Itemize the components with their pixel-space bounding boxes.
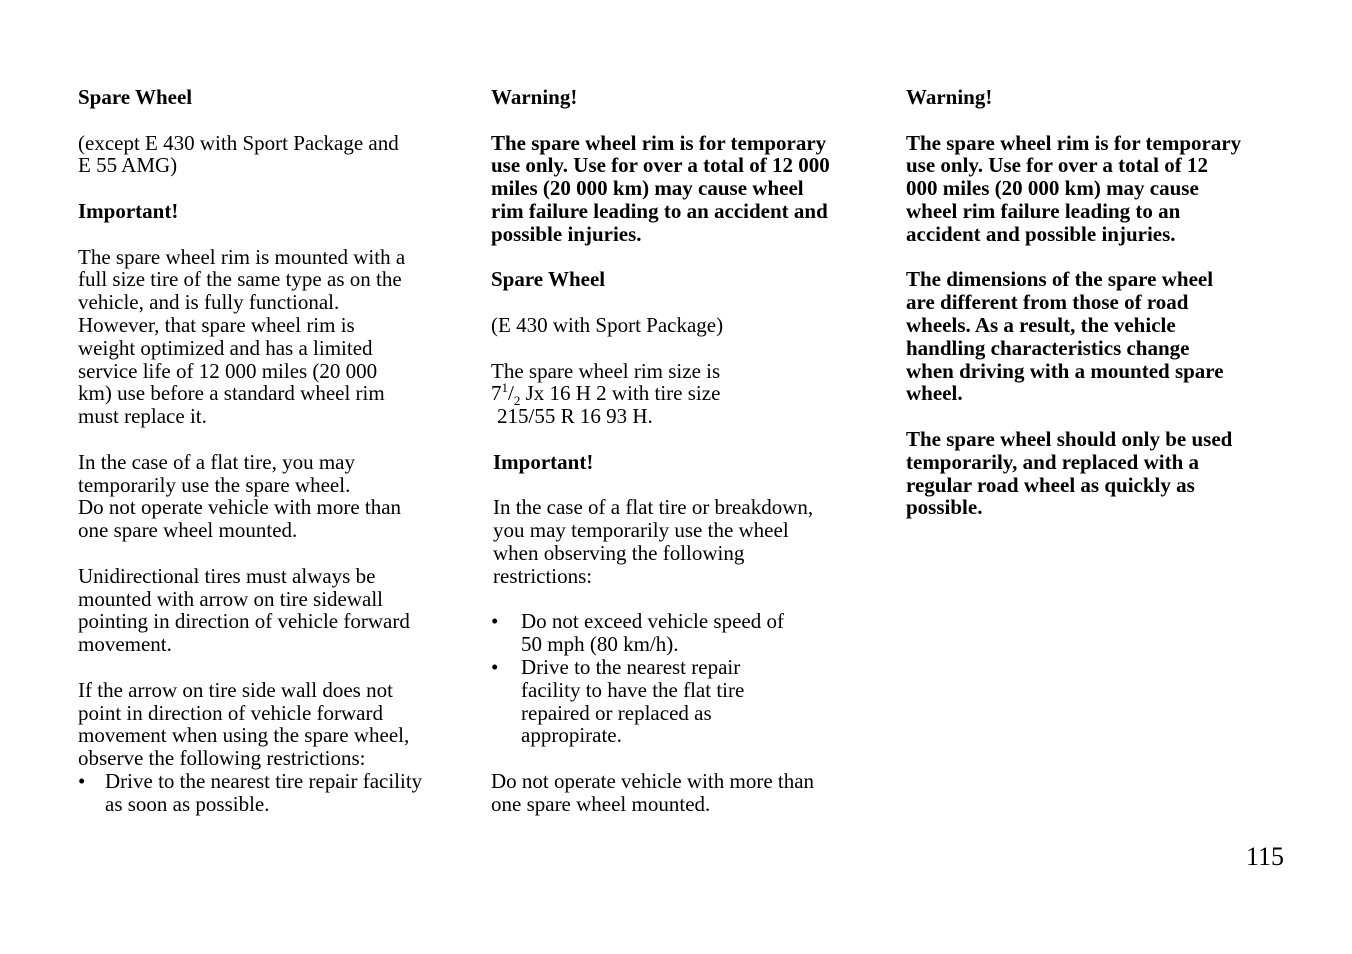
paragraph-breakdown: In the case of a flat tire or breakdown, you may temporarily use the wheel when observing the following restrictions: bbox=[493, 495, 814, 588]
warning-text: The spare wheel rim is for temporary use only. Use for over a total of 12 000 miles (20 000 km) may cause wheel rim failure leading to an accident and possible injuries. bbox=[906, 130, 1242, 246]
column-2 bbox=[491, 86, 871, 838]
restriction-list bbox=[78, 770, 458, 816]
warning-temporary: The spare wheel should only be used temporarily, and replaced with a regular road wheel as quickly as possible. bbox=[906, 426, 1233, 520]
page-number: 115 bbox=[1246, 842, 1285, 871]
restriction-list bbox=[491, 610, 871, 747]
paragraph-arrow-restrictions: If the arrow on tire side wall does not point in direction of vehicle forward movement when using the spare wheel, observe the following restrictions: bbox=[78, 677, 410, 771]
warning-dimensions: The dimensions of the spare wheel are different from those of road wheels. As a result, the vehicle handling characteristics change when driving with a mounted spare wheel. bbox=[906, 267, 1224, 406]
list-item: • Drive to the nearest tire repair facility as soon as possible. bbox=[78, 768, 423, 816]
section-heading-spare-wheel: Spare Wheel bbox=[78, 85, 193, 109]
applicability-note: (except E 430 with Sport Package and E 55 AMG) bbox=[78, 130, 399, 178]
warning-text: The spare wheel rim is for temporary use only. Use for over a total of 12 000 miles (20 000 km) may cause wheel rim failure leading to an accident and possible injuries. bbox=[491, 130, 830, 246]
warning-label: Warning! bbox=[906, 85, 993, 109]
bullet: • bbox=[491, 654, 499, 679]
column-3 bbox=[906, 86, 1286, 542]
section-heading-spare-wheel: Spare Wheel bbox=[491, 267, 606, 292]
bullet: • bbox=[491, 609, 499, 634]
list-item: • Do not exceed vehicle speed of 50 mph (80 km/h). bbox=[491, 609, 784, 657]
bullet: • bbox=[78, 768, 86, 793]
list-item: • Drive to the nearest repair facility to have the flat tire repaired or replaced as appropirate. bbox=[491, 654, 745, 748]
applicability-note: (E 430 with Sport Package) bbox=[491, 312, 724, 337]
important-label: Important! bbox=[78, 198, 179, 223]
paragraph-unidirectional: Unidirectional tires must always be mounted with arrow on tire sidewall pointing in direction of vehicle forward movement. bbox=[78, 563, 410, 657]
important-label: Important! bbox=[493, 449, 594, 474]
column-1 bbox=[78, 86, 458, 816]
warning-label: Warning! bbox=[491, 85, 578, 109]
rim-size-paragraph: The spare wheel rim size is $7^1/_2$ Jx 16 H 2 with tire size 215/55 R 16 93 H. bbox=[491, 358, 721, 429]
paragraph-rim-info: The spare wheel rim is mounted with a full size tire of the same type as on the vehicle, and is fully functional. However, that spare wheel rim is weight optimized and has a limited service life of 12 000 miles (20 000 km) use before a standard wheel rim must replace it. bbox=[78, 244, 406, 429]
paragraph-one-spare: Do not operate vehicle with more than one spare wheel mounted. bbox=[491, 768, 815, 816]
paragraph-flat-tire: In the case of a flat tire, you may temporarily use the spare wheel. Do not operate vehicle with more than one spare wheel mounted. bbox=[78, 449, 402, 543]
